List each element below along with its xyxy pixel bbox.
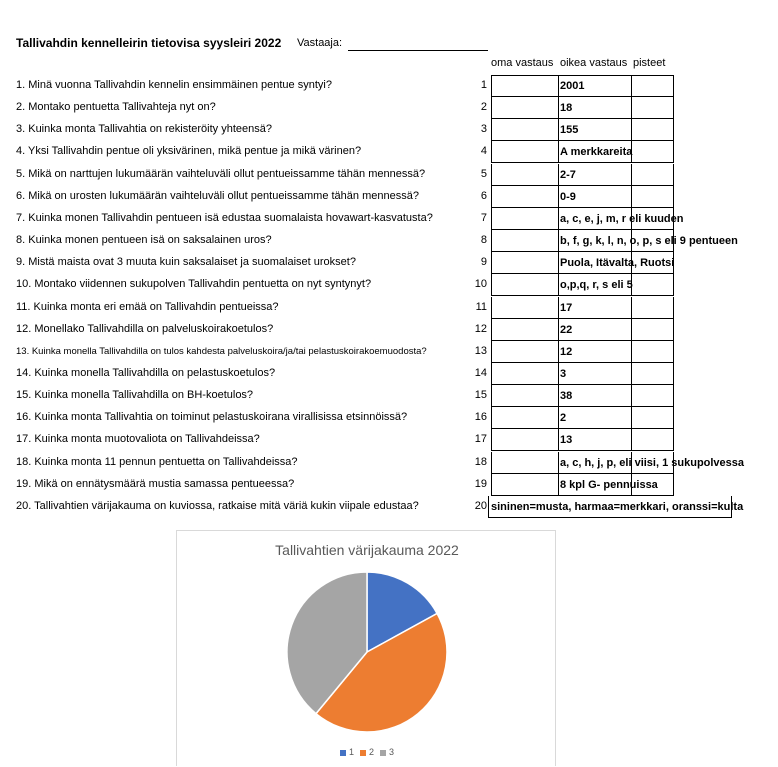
correct-answer: a, c, h, j, p, eli viisi, 1 sukupolvessa (560, 456, 745, 469)
question-number: 9 (480, 256, 487, 269)
points-cell[interactable] (632, 119, 674, 141)
own-answer-cell[interactable] (491, 75, 558, 97)
question-row (0, 385, 778, 407)
own-answer-cell[interactable] (491, 186, 558, 208)
question-number: 1 (480, 79, 487, 91)
own-answer-cell[interactable] (491, 341, 558, 363)
question-text: 17. Kuinka monta muotovaliota on Tallivahdeissa? (16, 433, 260, 446)
points-cell[interactable] (632, 407, 674, 429)
question-number: 17 (474, 433, 487, 446)
question-text: 12. Monellako Tallivahdilla on palveluskoirakoetulos? (16, 322, 274, 335)
correct-answer: A merkkareita (560, 146, 633, 159)
legend-swatch (340, 750, 346, 756)
question-row (0, 141, 778, 163)
question-text: 6. Mikä on urosten lukumäärän vaihteluväli ollut pentueissamme tähän mennessä? (16, 189, 419, 202)
question-text: 1. Minä vuonna Tallivahdin kennelin ensimmäinen pentue syntyi? (16, 79, 332, 91)
question-row (0, 363, 778, 385)
respondent-field[interactable] (348, 50, 488, 51)
correct-answer: a, c, e, j, m, r eli kuuden (560, 212, 684, 225)
correct-answer: 22 (560, 323, 573, 336)
question-text: 14. Kuinka monella Tallivahdilla on pelastuskoetulos? (16, 366, 276, 379)
legend-item-3 (380, 747, 394, 757)
question-row (0, 452, 778, 474)
question-row (0, 252, 778, 274)
points-cell[interactable] (632, 164, 674, 186)
own-answer-cell[interactable] (491, 274, 558, 296)
respondent-label: Vastaaja: (297, 37, 343, 49)
points-cell[interactable] (632, 97, 674, 119)
own-answer-cell[interactable] (491, 97, 558, 119)
legend-item-2 (360, 747, 374, 757)
question-number: 15 (474, 389, 487, 402)
correct-answer: 17 (560, 301, 573, 314)
question-text: 11. Kuinka monta eri emää on Tallivahdin pentueissa? (16, 300, 279, 313)
points-cell[interactable] (632, 385, 674, 407)
own-answer-cell[interactable] (491, 452, 558, 474)
points-cell[interactable] (632, 274, 674, 296)
question-number: 18 (474, 455, 487, 468)
question-text: 7. Kuinka monen Tallivahdin pentueen isä edustaa suomalaista hovawart-kasvatusta? (16, 211, 433, 224)
question-number: 16 (474, 411, 487, 424)
correct-answer: 8 kpl G- pennuissa (560, 478, 658, 491)
points-cell[interactable] (632, 75, 674, 97)
question-text: 3. Kuinka monta Tallivahtia on rekisteröity yhteensä? (16, 123, 272, 136)
correct-answer-header: oikea vastaus (560, 57, 628, 69)
correct-answer-cell (558, 363, 632, 385)
own-answer-cell[interactable] (491, 385, 558, 407)
question-number: 7 (480, 211, 487, 224)
points-cell[interactable] (632, 319, 674, 341)
own-answer-cell[interactable] (491, 119, 558, 141)
question-number: 12 (474, 322, 487, 335)
question-number: 6 (480, 189, 487, 202)
correct-answer: 18 (560, 102, 573, 115)
question-text: 9. Mistä maista ovat 3 muuta kuin saksalaiset ja suomalaiset urokset? (16, 256, 356, 269)
color-distribution-chart (176, 530, 556, 766)
correct-answer: 12 (560, 345, 573, 358)
question-row (0, 407, 778, 429)
correct-answer: b, f, g, k, l, n, o, p, s eli 9 pentueen (560, 235, 738, 248)
correct-answer: 2-7 (560, 168, 576, 181)
question-row (0, 297, 778, 319)
question-row (0, 186, 778, 208)
question-text: 15. Kuinka monella Tallivahdilla on BH-koetulos? (16, 389, 254, 402)
own-answer-cell[interactable] (491, 429, 558, 451)
own-answer-cell[interactable] (491, 363, 558, 385)
own-answer-header: oma vastaus (491, 57, 554, 69)
correct-answer: 38 (560, 390, 573, 403)
own-answer-cell[interactable] (491, 141, 558, 163)
correct-answer: 0-9 (560, 190, 576, 203)
correct-answer: 2001 (560, 80, 585, 92)
question-number: 4 (480, 145, 487, 158)
question-number: 10 (474, 278, 487, 291)
question-row (0, 97, 778, 119)
question-text: 20. Tallivahtien värijakauma on kuviossa, ratkaise mitä väriä kukin viipale edustaa? (16, 499, 419, 512)
points-cell[interactable] (632, 297, 674, 319)
question-number: 8 (480, 234, 487, 247)
legend-label: 2 (368, 747, 374, 757)
correct-answer: 155 (560, 124, 579, 137)
own-answer-cell[interactable] (491, 297, 558, 319)
question-number: 2 (480, 101, 487, 114)
question-row (0, 164, 778, 186)
question-number: 14 (474, 366, 487, 379)
own-answer-cell[interactable] (491, 230, 558, 252)
question-row (0, 274, 778, 296)
question-row (0, 429, 778, 451)
own-answer-cell[interactable] (491, 319, 558, 341)
own-answer-cell[interactable] (491, 252, 558, 274)
question-text: 16. Kuinka monta Tallivahtia on toiminut pelastuskoirana virallisissa etsinnöissä? (16, 411, 408, 424)
question-number: 5 (480, 167, 487, 180)
page-title: Tallivahdin kennelleirin tietovisa syysleiri 2022 (16, 36, 282, 50)
correct-answer: o,p,q, r, s eli 5 (560, 279, 633, 292)
question-text: 10. Montako viidennen sukupolven Tallivahdin pentuetta on nyt syntynyt? (16, 278, 372, 291)
points-cell[interactable] (632, 341, 674, 363)
question-number: 3 (480, 123, 487, 136)
question-text: 13. Kuinka monella Tallivahdilla on tulos kahdesta palveluskoira/ja/tai pelastuskoirakoemuodosta? (16, 345, 427, 357)
chart-legend (177, 747, 557, 757)
chart-title: Tallivahtien värijakauma 2022 (275, 542, 459, 558)
own-answer-cell[interactable] (491, 407, 558, 429)
question-number: 20 (474, 499, 487, 512)
own-answer-cell[interactable] (491, 164, 558, 186)
own-answer-cell[interactable] (491, 474, 558, 496)
legend-swatch (360, 750, 366, 756)
correct-answer: 3 (560, 367, 567, 380)
question-text: 4. Yksi Tallivahdin pentue oli yksivärinen, mikä pentue ja mikä värinen? (16, 145, 362, 158)
own-answer-cell[interactable] (491, 208, 558, 230)
correct-answer-cell (558, 407, 632, 429)
question-text: 2. Montako pentuetta Tallivahteja nyt on? (16, 101, 216, 114)
question-row (0, 474, 778, 496)
question-text: 5. Mikä on narttujen lukumäärän vaihteluväli ollut pentueissamme tähän mennessä? (16, 167, 426, 180)
question-text: 18. Kuinka monta 11 pennun pentuetta on Tallivahdeissa? (16, 455, 298, 468)
question-row (0, 496, 778, 518)
question-row (0, 230, 778, 252)
correct-answer: sininen=musta, harmaa=merkkari, oranssi=kulta (491, 500, 744, 513)
legend-swatch (380, 750, 386, 756)
question-row (0, 319, 778, 341)
points-cell[interactable] (632, 141, 674, 163)
question-number: 13 (474, 344, 487, 357)
question-text: 19. Mikä on ennätysmäärä mustia samassa pentueessa? (16, 477, 295, 490)
correct-answer: 2 (560, 412, 567, 425)
legend-label: 3 (389, 747, 395, 757)
correct-answer: 13 (560, 434, 573, 447)
pie-chart (177, 531, 557, 767)
correct-answer: Puola, Itävalta, Ruotsi (560, 257, 675, 270)
points-header: pisteet (633, 57, 666, 69)
question-row (0, 341, 778, 363)
question-number: 19 (474, 477, 487, 490)
points-cell[interactable] (632, 429, 674, 451)
question-row (0, 75, 778, 97)
question-number: 11 (475, 300, 487, 313)
points-cell[interactable] (632, 363, 674, 385)
question-row (0, 208, 778, 230)
points-cell[interactable] (632, 186, 674, 208)
question-text: 8. Kuinka monen pentueen isä on saksalainen uros? (16, 234, 272, 247)
legend-item-1 (340, 747, 354, 757)
question-row (0, 119, 778, 141)
legend-label: 1 (348, 747, 354, 757)
